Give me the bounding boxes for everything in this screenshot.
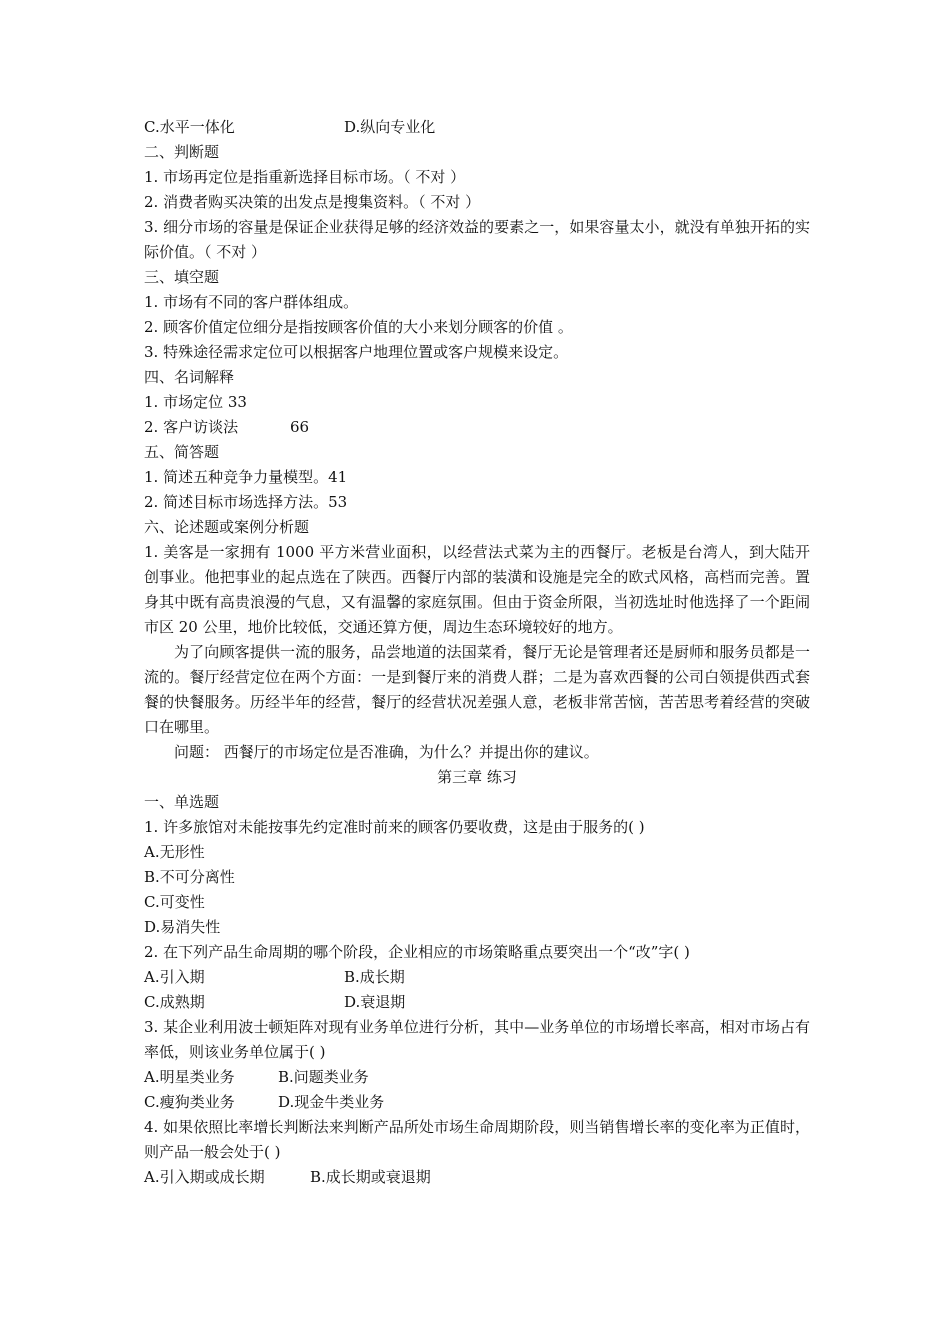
judgement-item-2: 2. 消费者购买决策的出发点是搜集资料。（ 不对 ） xyxy=(144,193,481,211)
question-2-option-b: B.成长期 xyxy=(344,968,405,986)
section-heading-short-answer: 五、简答题 xyxy=(144,443,220,461)
fill-blank-item-3: 3. 特殊途径需求定位可以根据客户地理位置或客户规模来设定。 xyxy=(144,343,569,361)
case-paragraph-1: 1. 美客是一家拥有 1000 平方米营业面积，以经营法式菜为主的西餐厅。老板是台湾人，到大陆开创事业。他把事业的起点选在了陕西。西餐厅内部的装潢和设施是完全的欧式风格，高档而完善。置身其中既有高贵浪漫的气息，又有温馨的家庭氛围。但由于资金所限，当初选址时他选择了一个距闹市区 20 公里，地价比较低，交通还算方便，周边生态环境较好的地方。 xyxy=(144,543,810,636)
option-d: D.纵向专业化 xyxy=(344,118,436,136)
question-3: 3. 某企业利用波士顿矩阵对现有业务单位进行分析，其中—业务单位的市场增长率高，相对市场占有率低，则该业务单位属于( ) xyxy=(144,1018,810,1061)
judgement-item-3: 3. 细分市场的容量是保证企业获得足够的经济效益的要素之一，如果容量太小，就没有单独开拓的实际价值。（ 不对 ） xyxy=(144,218,810,261)
question-2-option-c: C.成熟期 xyxy=(144,993,205,1011)
question-1: 1. 许多旅馆对未能按事先约定准时前来的顾客仍要收费，这是由于服务的( ) xyxy=(144,818,645,836)
term-item-2-page: 66 xyxy=(290,418,310,436)
question-2-options-row-1 xyxy=(144,965,810,990)
judgement-item-1: 1. 市场再定位是指重新选择目标市场。（ 不对 ） xyxy=(144,168,466,186)
question-4-option-a: A.引入期或成长期 xyxy=(144,1168,265,1186)
question-2-option-d: D.衰退期 xyxy=(344,993,406,1011)
section-heading-judgement: 二、判断题 xyxy=(144,143,220,161)
question-3-option-c: C.瘦狗类业务 xyxy=(144,1093,235,1111)
question-3-option-b: B.问题类业务 xyxy=(278,1068,369,1086)
section-heading-single-choice: 一、单选题 xyxy=(144,793,220,811)
document-page xyxy=(144,115,810,1190)
fill-blank-item-2: 2. 顾客价值定位细分是指按顾客价值的大小来划分顾客的价值 。 xyxy=(144,318,573,336)
question-4-option-b: B.成长期或衰退期 xyxy=(310,1168,431,1186)
question-1-option-c: C.可变性 xyxy=(144,893,205,911)
option-c: C.水平一体化 xyxy=(144,118,235,136)
section-heading-fill-blank: 三、填空题 xyxy=(144,268,220,286)
question-4-options-row xyxy=(144,1165,810,1190)
term-item-2-text: 2. 客户访谈法 xyxy=(144,418,239,436)
question-3-option-a: A.明星类业务 xyxy=(144,1068,235,1086)
question-3-options-row-1 xyxy=(144,1065,810,1090)
short-answer-item-2: 2. 简述目标市场选择方法。53 xyxy=(144,493,348,511)
question-1-option-b: B.不可分离性 xyxy=(144,868,235,886)
question-2-options-row-2 xyxy=(144,990,810,1015)
section-heading-essay: 六、论述题或案例分析题 xyxy=(144,518,310,536)
question-3-option-d: D.现金牛类业务 xyxy=(278,1093,385,1111)
question-2-option-a: A.引入期 xyxy=(144,968,205,986)
chapter-title: 第三章 练习 xyxy=(437,768,517,786)
question-3-options-row-2 xyxy=(144,1090,810,1115)
question-4: 4. 如果依照比率增长判断法来判断产品所处市场生命周期阶段，则当销售增长率的变化率为正值时，则产品一般会处于( ) xyxy=(144,1118,810,1161)
section-heading-terms: 四、名词解释 xyxy=(144,368,235,386)
case-paragraph-2: 为了向顾客提供一流的服务，品尝地道的法国菜肴，餐厅无论是管理者还是厨师和服务员都是一流的。餐厅经营定位在两个方面：一是到餐厅来的消费人群；二是为喜欢西餐的公司白领提供西式套餐的快餐服务。历经半年的经营，餐厅的经营状况差强人意，老板非常苦恼，苦苦思考着经营的突破口在哪里。 xyxy=(144,643,810,736)
term-item-1: 1. 市场定位 33 xyxy=(144,393,247,411)
question-2: 2. 在下列产品生命周期的哪个阶段，企业相应的市场策略重点要突出一个“改”字( ) xyxy=(144,943,690,961)
fill-blank-item-1: 1. 市场有不同的客户群体组成。 xyxy=(144,293,359,311)
options-row xyxy=(144,115,810,140)
question-1-option-d: D.易消失性 xyxy=(144,918,221,936)
question-1-option-a: A.无形性 xyxy=(144,843,205,861)
case-question: 问题： 西餐厅的市场定位是否准确，为什么？并提出你的建议。 xyxy=(174,743,599,761)
term-item-2 xyxy=(144,415,810,440)
short-answer-item-1: 1. 简述五种竞争力量模型。41 xyxy=(144,468,348,486)
